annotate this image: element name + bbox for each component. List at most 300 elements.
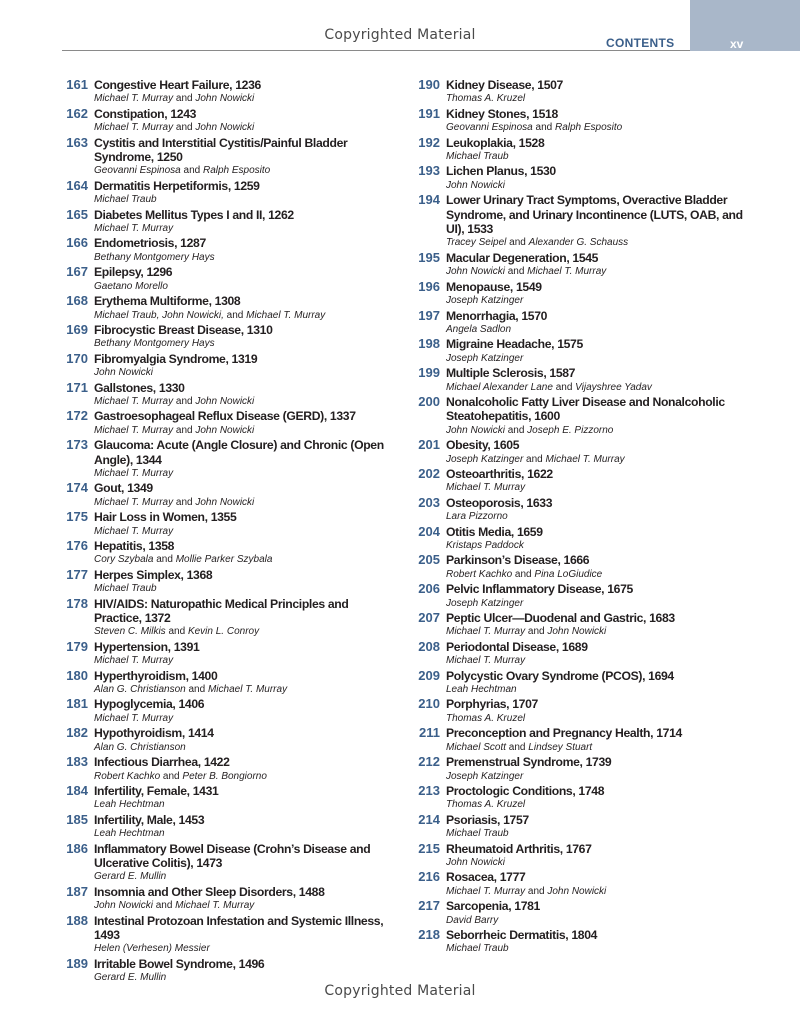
toc-entry [414,697,754,726]
chapter-title: Epilepsy, 1296 [94,265,173,280]
chapter-title: Pelvic Inflammatory Disease, 1675 [446,582,633,597]
author-name: Kevin L. Conroy [187,626,260,638]
chapter-authors [94,899,397,913]
toc-entry [62,957,397,986]
author-separator: and [504,424,528,436]
chapter-title: Psoriasis, 1757 [446,812,529,827]
chapter-authors [446,625,754,639]
chapter-authors [94,654,397,668]
toc-entry [414,467,754,496]
chapter-number: 175 [66,509,88,525]
chapter-authors [94,712,397,726]
chapter-title: Gallstones, 1330 [94,380,185,395]
chapter-title: Proctologic Conditions, 1748 [446,783,605,798]
chapter-title: Inflammatory Bowel Disease (Crohn’s Disease and Ulcerative Colitis), 1473 [94,841,371,870]
chapter-title: Seborrheic Dermatitis, 1804 [446,927,598,942]
chapter-authors [94,121,397,135]
chapter-number: 209 [418,667,440,683]
chapter-authors [94,870,397,884]
toc-entry [414,309,754,338]
author-name: Michael Scott [446,741,507,753]
chapter-number: 199 [418,365,440,381]
author-separator: and [173,424,196,436]
author-name: John Nowicki [94,900,153,912]
chapter-number: 180 [66,667,88,683]
author-name: Michael T. Murray [446,885,526,897]
author-name: Alan G. Christianson [94,741,186,753]
toc-entry [62,597,397,640]
chapter-number: 204 [418,523,440,539]
chapter-authors [446,424,754,438]
toc-entry [62,813,397,842]
toc-entry [414,395,754,438]
author-separator: and [185,684,208,696]
chapter-number: 182 [66,725,88,741]
author-name: Helen (Verhesen) Messier [94,943,210,955]
chapter-number: 178 [66,595,88,611]
author-separator: and [512,568,535,580]
chapter-number: 213 [418,782,440,798]
author-name: Thomas A. Kruzel [446,712,526,724]
chapter-title: Menorrhagia, 1570 [446,308,548,323]
toc-entry [62,481,397,510]
chapter-title: Preconception and Pregnancy Health, 1714 [446,726,682,741]
chapter-title: Obesity, 1605 [446,438,520,453]
author-name: John Nowicki [446,856,505,868]
chapter-authors [446,568,754,582]
toc-entry [62,294,397,323]
author-name: Michael T. Murray [446,482,526,494]
author-name: Steven C. Milkis [94,626,166,638]
author-separator: and [506,741,529,753]
toc-entry [62,697,397,726]
author-name: Thomas A. Kruzel [446,799,526,811]
chapter-authors [446,683,754,697]
chapter-title: Fibromyalgia Syndrome, 1319 [94,351,258,366]
chapter-number: 162 [66,105,88,121]
author-name: Michael T. Murray [246,309,326,321]
chapter-number: 194 [418,192,440,208]
author-name: David Barry [446,914,499,926]
author-name: Alexander G. Schauss [528,237,629,249]
chapter-authors [94,280,397,294]
toc-entry [62,539,397,568]
chapter-title: Hepatitis, 1358 [94,539,175,553]
header-rule [62,50,690,51]
toc-entry [62,409,397,438]
chapter-authors [446,236,754,250]
chapter-authors [94,683,397,697]
chapter-title: Hyperthyroidism, 1400 [94,668,218,683]
chapter-number: 193 [418,163,440,179]
chapter-title: Premenstrual Syndrome, 1739 [446,755,612,770]
toc-entry [62,78,397,107]
chapter-authors [446,741,754,755]
chapter-authors [94,741,397,755]
toc-entry [62,352,397,381]
chapter-title: Infectious Diarrhea, 1422 [94,755,230,770]
author-name: Michael T. Murray [94,467,174,479]
author-name: Michael T. Murray [207,684,288,696]
chapter-authors [94,92,397,106]
author-name: Joseph Katzinger [446,770,524,782]
chapter-number: 211 [419,725,440,741]
chapter-title: Porphyrias, 1707 [446,697,538,712]
chapter-authors [446,265,754,279]
author-name: Robert Kachko [446,568,513,580]
chapter-authors [446,510,754,524]
author-name: Michael T. Murray [94,223,174,235]
toc-entry [414,669,754,698]
author-name: Michael T. Murray [94,525,174,537]
toc-entry [414,251,754,280]
toc-entry [62,438,397,481]
chapter-authors [94,251,397,265]
author-separator: and [552,381,576,393]
chapter-title: Fibrocystic Breast Disease, 1310 [94,322,273,337]
chapter-authors [94,309,397,323]
chapter-title: Erythema Multiforme, 1308 [94,294,241,309]
author-name: John Nowicki [446,266,505,278]
toc-entry [414,337,754,366]
author-name: Michael T. Murray [527,266,607,278]
chapter-number: 185 [66,811,88,827]
chapter-title: Menopause, 1549 [446,279,542,294]
chapter-number: 191 [418,105,440,121]
chapter-authors [94,553,397,567]
author-name: Michael T. Murray [94,424,174,436]
chapter-authors [446,914,754,928]
toc-entry [62,179,397,208]
author-separator: and [525,885,548,897]
author-name: Geovanni Espinosa [446,122,533,134]
chapter-number: 198 [418,336,440,352]
toc-entry [414,107,754,136]
chapter-authors [446,712,754,726]
chapter-authors [94,193,397,207]
chapter-authors [446,352,754,366]
chapter-authors [94,582,397,596]
author-separator: and [180,165,203,177]
chapter-number: 218 [418,926,440,942]
author-name: Michael Traub [94,194,157,206]
author-separator: and [153,554,176,566]
author-name: Gerard E. Mullin [94,972,167,984]
author-name: Michael T. Murray [94,655,174,667]
chapter-title: Lower Urinary Tract Symptoms, Overactive Bladder Syndrome, and Urinary Incontinence (LUTS, OAB, and UI), 1533 [446,193,743,237]
author-name: Michael T. Murray [446,655,526,667]
chapter-number: 184 [66,782,88,798]
author-name: Kristaps Paddock [446,540,524,551]
author-separator: and [173,122,196,134]
chapter-title: Gastroesophageal Reflux Disease (GERD), 1337 [94,409,356,424]
chapter-authors [94,827,397,841]
chapter-number: 190 [418,77,440,92]
toc-entry [414,928,754,957]
chapter-number: 206 [418,581,440,597]
toc-entry [414,164,754,193]
author-name: Michael Traub [94,583,157,595]
chapter-authors [446,856,754,870]
chapter-title: Osteoarthritis, 1622 [446,466,553,481]
chapter-title: Insomnia and Other Sleep Disorders, 1488 [94,884,325,899]
chapter-authors [446,654,754,668]
chapter-title: Dermatitis Herpetiformis, 1259 [94,178,260,193]
chapter-number: 215 [418,840,440,856]
author-name: Tracey Seipel [446,237,507,249]
chapter-number: 200 [418,393,440,409]
copyright-watermark-bottom: Copyrighted Material [324,983,476,999]
chapter-number: 171 [66,379,88,395]
author-name: John Nowicki [446,424,505,436]
toc-entry [62,323,397,352]
chapter-authors [446,597,754,611]
chapter-authors [446,827,754,841]
chapter-authors [446,179,754,193]
chapter-title: Kidney Disease, 1507 [446,78,563,92]
chapter-number: 170 [66,350,88,366]
toc-entry [414,78,754,107]
chapter-title: Cystitis and Interstitial Cystitis/Painful Bladder Syndrome, 1250 [94,135,348,165]
chapter-authors [94,525,397,539]
section-label: CONTENTS [606,36,675,50]
author-name: Michael T. Murray [175,900,255,912]
copyright-watermark-top: Copyrighted Material [324,27,476,43]
author-name: Alan G. Christianson [94,684,186,696]
toc-entry [414,784,754,813]
author-name: Michael T. Murray [545,453,625,465]
chapter-authors [94,798,397,812]
toc-entry [62,842,397,885]
chapter-authors [94,222,397,236]
toc-entry [62,510,397,539]
toc-entry [62,914,397,957]
chapter-title: Gout, 1349 [94,481,153,496]
chapter-authors [446,294,754,308]
chapter-authors [94,366,397,380]
chapter-title: Hair Loss in Women, 1355 [94,510,237,525]
chapter-authors [94,395,397,409]
toc-entry [414,136,754,165]
toc-entry [62,755,397,784]
toc-entry [414,525,754,554]
chapter-title: Polycystic Ovary Syndrome (PCOS), 1694 [446,668,674,683]
author-separator: and [173,395,196,407]
chapter-title: Leukoplakia, 1528 [446,135,545,150]
author-separator: and [504,266,528,278]
chapter-authors [94,496,397,510]
author-separator: and [160,770,183,782]
chapter-title: Infertility, Male, 1453 [94,812,205,827]
chapter-authors [446,942,754,956]
author-separator: and [165,626,188,638]
author-name: Bethany Montgomery Hays [94,251,215,263]
author-name: Gaetano Morello [94,280,168,292]
toc-entry [414,611,754,640]
chapter-number: 192 [418,134,440,150]
chapter-number: 195 [418,249,440,265]
chapter-number: 197 [418,307,440,323]
chapter-title: Intestinal Protozoan Infestation and Systemic Illness, 1493 [94,913,384,942]
chapter-title: Parkinson’s Disease, 1666 [446,553,590,568]
chapter-number: 174 [66,480,88,496]
chapter-title: Rheumatoid Arthritis, 1767 [446,841,592,856]
chapter-authors [94,424,397,438]
toc-entry [62,208,397,237]
chapter-number: 214 [418,811,440,827]
chapter-title: Constipation, 1243 [94,106,197,121]
chapter-authors [94,770,397,784]
author-separator: and [173,496,196,508]
author-separator: and [525,626,548,638]
chapter-number: 202 [418,465,440,481]
author-name: Robert Kachko [94,770,161,782]
chapter-number: 164 [66,177,88,193]
author-name: John Nowicki [195,122,255,134]
chapter-number: 166 [66,235,88,251]
author-name: Michael T. Murray [94,496,174,508]
toc-entry [62,640,397,669]
author-name: Joseph Katzinger [446,453,524,465]
chapter-number: 217 [418,898,440,914]
author-name: John Nowicki [195,424,255,436]
chapter-authors [446,539,754,553]
chapter-title: Congestive Heart Failure, 1236 [94,78,261,92]
toc-entry [62,669,397,698]
author-name: Vijayshree Yadav [575,381,652,393]
author-name: Michael T. Murray [446,626,526,638]
author-name: John Nowicki [195,496,255,508]
toc-entry [414,582,754,611]
author-name: Ralph Esposito [554,122,623,134]
author-separator: and [532,122,555,134]
chapter-title: Hypoglycemia, 1406 [94,697,205,712]
toc-entry [414,726,754,755]
chapter-number: 168 [66,293,88,309]
chapter-authors [94,467,397,481]
chapter-number: 186 [66,840,88,856]
toc-entry [414,280,754,309]
author-separator: and [173,93,196,105]
chapter-number: 161 [66,77,88,92]
chapter-number: 203 [418,494,440,510]
chapter-authors [446,798,754,812]
author-name: Michael T. Murray [94,122,174,134]
chapter-authors [446,885,754,899]
chapter-number: 181 [66,696,88,712]
author-name: Leah Hechtman [446,684,517,696]
author-name: Michael Alexander Lane [446,381,553,393]
author-name: John Nowicki [547,885,607,897]
author-name: Michael Traub, John Nowicki, [94,309,224,321]
author-separator: and [223,309,247,321]
author-name: Cory Szybala [94,554,154,566]
author-name: Peter B. Bongiorno [182,770,267,782]
chapter-title: Irritable Bowel Syndrome, 1496 [94,956,265,971]
chapter-number: 183 [66,754,88,770]
author-name: Geovanni Espinosa [94,165,181,177]
author-name: Lindsey Stuart [528,741,593,753]
chapter-number: 189 [66,955,88,971]
chapter-title: Hypothyroidism, 1414 [94,726,214,741]
chapter-authors [446,481,754,495]
toc-entry [62,568,397,597]
chapter-number: 201 [418,437,440,453]
author-name: Joseph E. Pizzorno [527,424,614,436]
author-name: Michael Traub [446,828,509,840]
author-name: Joseph Katzinger [446,352,524,364]
chapter-title: Periodontal Disease, 1689 [446,639,588,654]
chapter-title: Kidney Stones, 1518 [446,106,558,121]
chapter-number: 216 [418,869,440,885]
toc-entry [414,842,754,871]
chapter-title: Otitis Media, 1659 [446,524,543,539]
chapter-number: 169 [66,321,88,337]
chapter-authors [94,337,397,351]
chapter-number: 188 [66,912,88,928]
chapter-title: Rosacea, 1777 [446,870,526,885]
author-name: Angela Sadlon [446,323,512,335]
contents-column-left [62,78,397,986]
chapter-title: HIV/AIDS: Naturopathic Medical Principles and Practice, 1372 [94,596,349,626]
page-tab [690,0,800,51]
toc-entry [414,899,754,928]
author-name: Michael Traub [446,151,509,163]
chapter-title: Osteoporosis, 1633 [446,495,553,510]
chapter-number: 207 [418,610,440,626]
author-name: Michael T. Murray [94,93,174,105]
toc-entry [414,193,754,251]
chapter-authors [446,92,754,106]
chapter-title: Glaucoma: Acute (Angle Closure) and Chronic (Open Angle), 1344 [94,438,384,467]
chapter-authors [446,770,754,784]
toc-entry [414,496,754,525]
toc-entry [62,107,397,136]
chapter-authors [446,453,754,467]
chapter-authors [446,150,754,164]
chapter-number: 187 [66,883,88,899]
chapter-title: Sarcopenia, 1781 [446,899,540,914]
page-number: xv [730,37,744,51]
chapter-authors [446,323,754,337]
chapter-title: Endometriosis, 1287 [94,236,206,251]
author-name: Leah Hechtman [94,828,165,840]
author-name: John Nowicki [195,395,255,407]
chapter-number: 205 [418,552,440,568]
author-name: Mollie Parker Szybala [175,554,273,566]
chapter-title: Multiple Sclerosis, 1587 [446,366,576,381]
chapter-title: Nonalcoholic Fatty Liver Disease and Nonalcoholic Steatohepatitis, 1600 [446,394,725,424]
chapter-title: Herpes Simplex, 1368 [94,567,213,582]
chapter-authors [94,625,397,639]
author-name: Pina LoGiudice [534,568,603,580]
author-name: John Nowicki [547,626,607,638]
author-name: Ralph Esposito [202,165,271,177]
chapter-number: 165 [66,206,88,222]
chapter-title: Diabetes Mellitus Types I and II, 1262 [94,207,294,222]
toc-entry [414,755,754,784]
author-name: Joseph Katzinger [446,295,524,307]
chapter-authors [446,381,754,395]
author-name: John Nowicki [195,93,255,105]
toc-entry [414,366,754,395]
author-name: Gerard E. Mullin [94,871,167,883]
author-name: Bethany Montgomery Hays [94,338,215,350]
toc-entry [62,784,397,813]
chapter-title: Infertility, Female, 1431 [94,783,219,798]
toc-entry [62,726,397,755]
author-name: Lara Pizzorno [446,511,508,523]
